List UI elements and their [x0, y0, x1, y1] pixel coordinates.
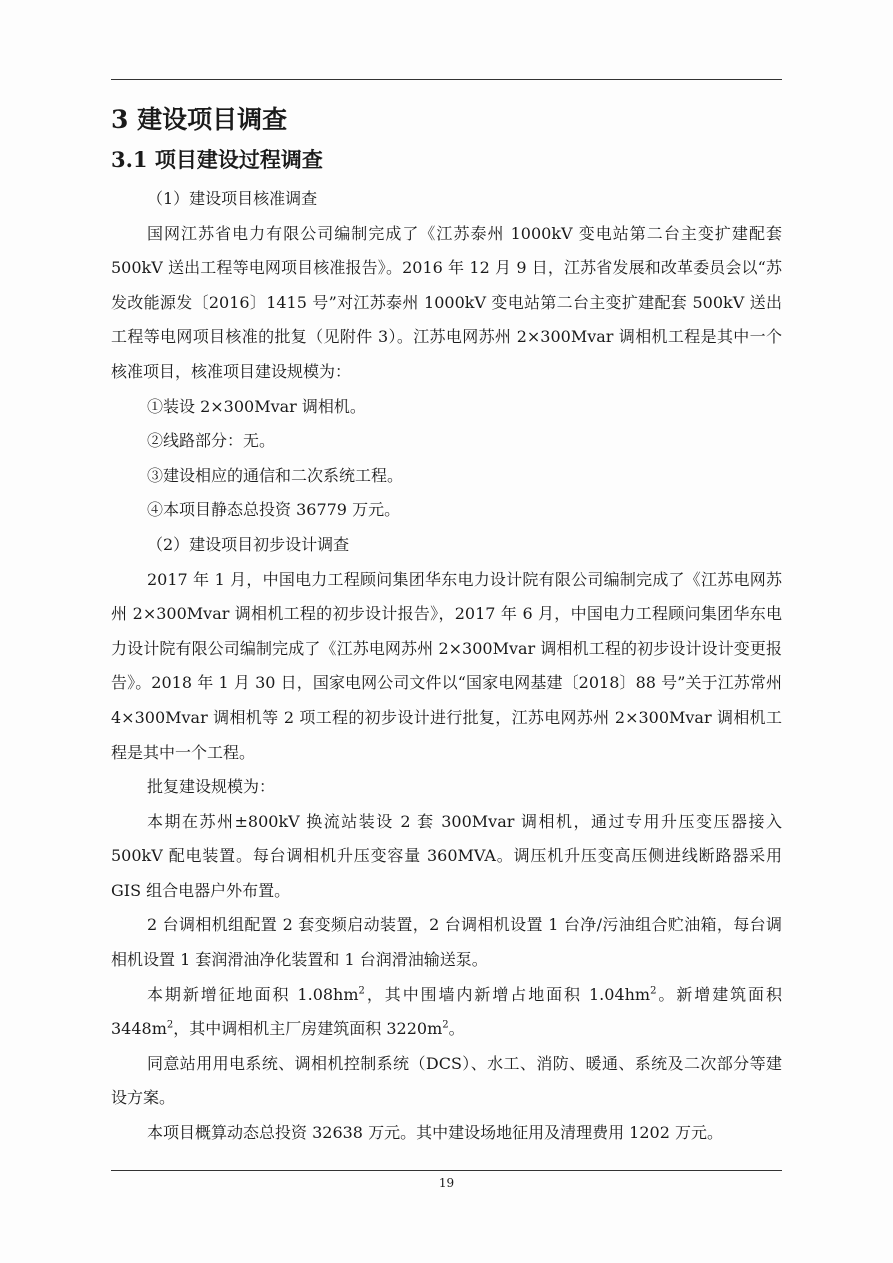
paragraph-approval: 国网江苏省电力有限公司编制完成了《江苏泰州 1000kV 变电站第二台主变扩建配套 500kV 送出工程等电网项目核准报告》。2016 年 12 月 9 日，江苏省发展和改革委员会以“苏发改能源发〔2016〕1415 号”对江苏泰州 1000kV 变电站第二台主变扩建配套 500kV 送出工程等电网项目核准的批复（见附件 3）。江苏电网苏州 2×300Mvar 调相机工程是其中一个核准项目，核准项目建设规模为： [111, 223, 782, 381]
area-text: 。 [448, 1019, 465, 1039]
subsection-title-design: （2）建设项目初步设计调查 [147, 534, 350, 554]
header-rule [111, 79, 782, 80]
subsection-title-approval: （1）建设项目核准调查 [147, 189, 318, 208]
superscript: 2 [358, 985, 365, 997]
paragraph-area [111, 978, 782, 1047]
footer-rule [111, 1170, 782, 1171]
section-heading: 3.1 项目建设过程调查 [111, 147, 323, 172]
scale-label: 批复建设规模为： [147, 777, 276, 797]
area-text: 本期新增征地面积 1.08hm [147, 984, 359, 1004]
paragraph-design: 2017 年 1 月，中国电力工程顾问集团华东电力设计院有限公司编制完成了《江苏电网苏州 2×300Mvar 调相机工程的初步设计报告》，2017 年 6 月，中国电力工程顾问集团华东电力设计院有限公司编制完成了《江苏电网苏州 2×300Mvar 调相机工程的初步设计设计变更报告》。2018 年 1 月 30 日，国家电网公司文件以“国家电网基建〔2018〕88 号”关于江苏常州 4×300Mvar 调相机等 2 项工程的初步设计进行批复，江苏电网苏州 2×300Mvar 调相机工程是其中一个工程。 [111, 569, 782, 762]
list-item: ④本项目静态总投资 36779 万元。 [147, 500, 401, 520]
list-item: ③建设相应的通信和二次系统工程。 [147, 465, 404, 485]
chapter-heading: 3 建设项目调查 [111, 105, 288, 134]
list-item: ②线路部分：无。 [147, 431, 276, 451]
paragraph-investment: 本项目概算动态总投资 32638 万元。其中建设场地征用及清理费用 1202 万元。 [147, 1123, 723, 1143]
paragraph-systems: 同意站用用电系统、调相机控制系统（DCS）、水工、消防、暖通、系统及二次部分等建设方案。 [111, 1053, 782, 1108]
superscript: 2 [442, 1019, 449, 1031]
paragraph-scale-2: 2 台调相机组配置 2 套变频启动装置，2 台调相机设置 1 台净/污油组合贮油箱，每台调相机设置 1 套润滑油净化装置和 1 台润滑油输送泵。 [111, 915, 782, 970]
area-text: ，其中调相机主厂房建筑面积 3220m [173, 1019, 443, 1039]
paragraph-scale-1: 本期在苏州±800kV 换流站装设 2 套 300Mvar 调相机，通过专用升压变压器接入 500kV 配电装置。每台调相机升压变容量 360MVA。调压机升压变高压侧进线断路器采用 GIS 组合电器户外布置。 [111, 811, 782, 900]
page-content [111, 100, 782, 1151]
superscript: 2 [166, 1019, 174, 1031]
list-item: ①装设 2×300Mvar 调相机。 [147, 396, 366, 416]
superscript: 2 [650, 985, 657, 997]
area-text: ，其中围墙内新增占地面积 1.04hm [364, 984, 651, 1004]
page-number: 19 [438, 1176, 455, 1190]
area-text: 。新增建筑面积 3448m [111, 984, 782, 1039]
